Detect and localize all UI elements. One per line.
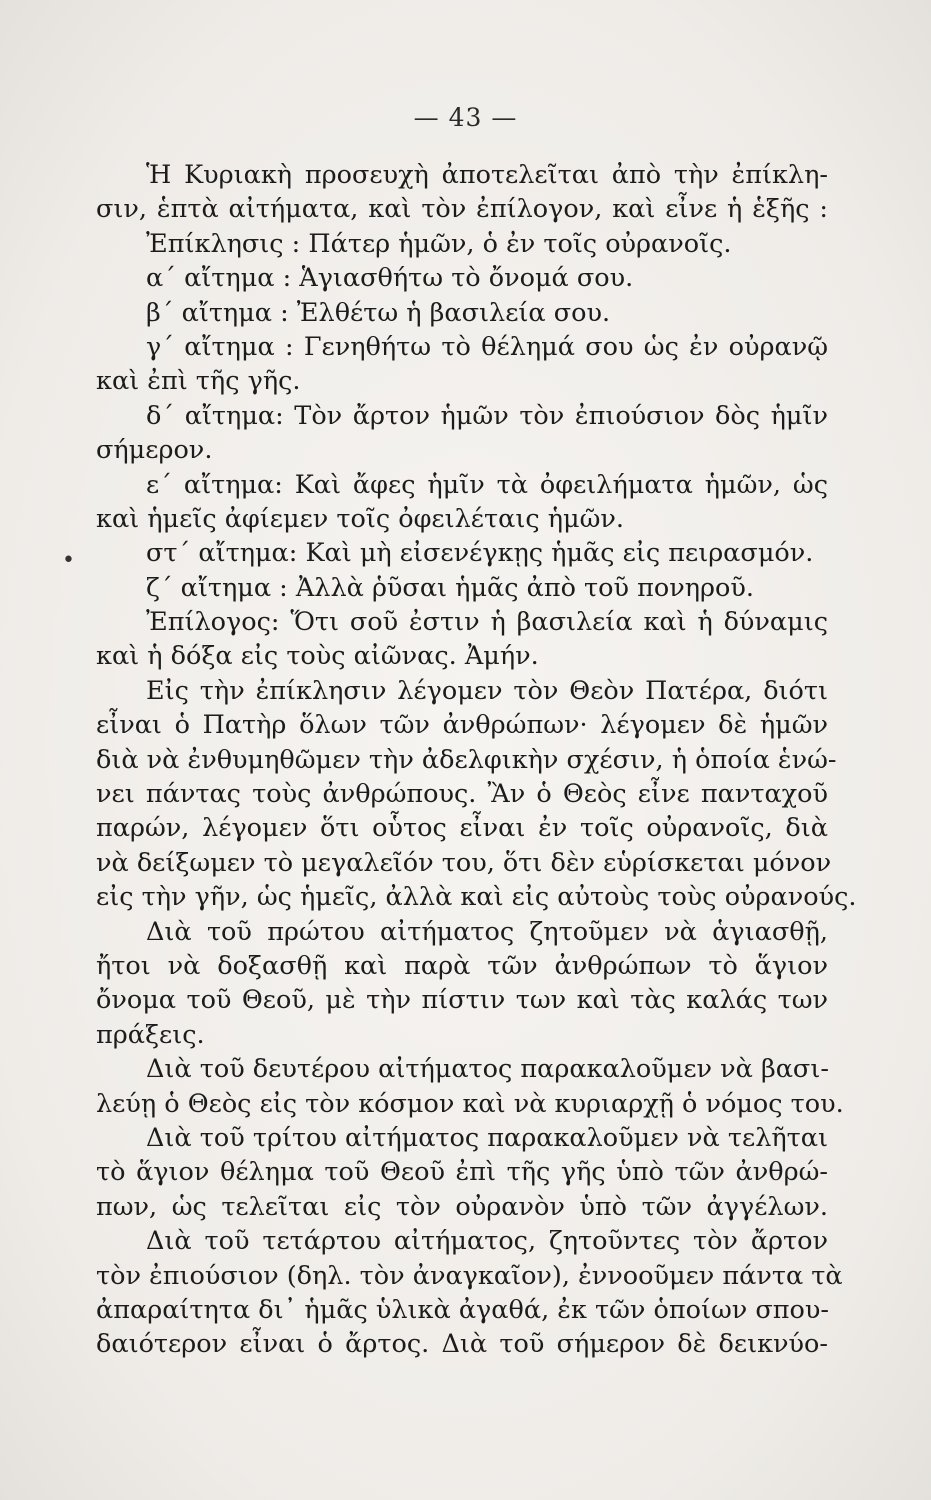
text-line: Διὰ τοῦ πρώτου αἰτήματος ζητοῦμεν νὰ ἁγιασθῇ, [146,916,828,947]
text-line: Διὰ τοῦ τετάρτου αἰτήματος, ζητοῦντες τὸν ἄρτον [146,1226,828,1257]
text-line: δ΄ αἴτημα: Τὸν ἄρτον ἡμῶν τὸν ἐπιούσιον δὸς ἡμῖν [146,400,828,431]
text-line: Διὰ τοῦ δευτέρου αἰτήματος παρακαλοῦμεν νὰ βασι- [146,1054,829,1085]
page-number: — 43 — [413,103,518,132]
margin-mark: • [62,548,75,573]
text-line: καὶ ἡμεῖς ἀφίεμεν τοῖς ὀφειλέταις ἡμῶν. [96,503,624,534]
page-text [96,158,857,1362]
text-line: ἀπαραίτητα δι᾿ ἡμᾶς ὑλικὰ ἀγαθά, ἐκ τῶν ὁποίων σπου- [96,1294,830,1325]
text-line: παρών, λέγομεν ὅτι οὗτος εἶναι ἐν τοῖς οὐρανοῖς, διὰ [96,813,828,844]
text-line: β΄ αἴτημα : Ἐλθέτω ἡ βασιλεία σου. [146,297,611,328]
text-line: γ΄ αἴτημα : Γενηθήτω τὸ θέλημά σου ὡς ἐν οὐρανῷ [146,331,828,362]
text-line: α΄ αἴτημα : Ἁγιασθήτω τὸ ὄνομά σου. [146,263,634,294]
text-line: Ἡ Κυριακὴ προσευχὴ ἀποτελεῖται ἀπὸ τὴν ἐπίκλη- [146,160,828,190]
text-line: ε΄ αἴτημα: Καὶ ἄφες ἡμῖν τὰ ὀφειλήματα ἡμῶν, ὡς [146,469,828,500]
text-line: Εἰς τὴν ἐπίκλησιν λέγομεν τὸν Θεὸν Πατέρα, διότι [146,675,828,706]
text-line: ἤτοι νὰ δοξασθῇ καὶ παρὰ τῶν ἀνθρώπων τὸ ἅγιον [96,950,828,981]
text-line: στ΄ αἴτημα: Καὶ μὴ εἰσενέγκῃς ἡμᾶς εἰς πειρασμόν. [146,538,814,569]
text-line: σιν, ἑπτὰ αἰτήματα, καὶ τὸν ἐπίλογον, καὶ εἶνε ἡ ἑξῆς : [96,194,828,225]
text-line: εἶναι ὁ Πατὴρ ὅλων τῶν ἀνθρώπων· λέγομεν δὲ ἡμῶν [96,710,828,741]
text-line: ζ΄ αἴτημα : Ἀλλὰ ῥῦσαι ἡμᾶς ἀπὸ τοῦ πονηροῦ. [146,572,754,603]
text-line: διὰ νὰ ἐνθυμηθῶμεν τὴν ἀδελφικὴν σχέσιν, ἡ ὁποία ἑνώ- [96,744,837,775]
text-line: δαιότερον εἶναι ὁ ἄρτος. Διὰ τοῦ σήμερον δὲ δεικνύο- [96,1329,828,1360]
text-line: Διὰ τοῦ τρίτου αἰτήματος παρακαλοῦμεν νὰ τελῆται [146,1122,828,1153]
text-line: εἰς τὴν γῆν, ὡς ἡμεῖς, ἀλλὰ καὶ εἰς αὐτοὺς τοὺς οὐρανούς. [96,882,857,913]
text-line: πων, ὡς τελεῖται εἰς τὸν οὐρανὸν ὑπὸ τῶν ἀγγέλων. [96,1191,828,1222]
text-line: καὶ ἡ δόξα εἰς τοὺς αἰῶνας. Ἀμήν. [96,641,539,672]
text-line: Ἐπίλογος: Ὅτι σοῦ ἐστιν ἡ βασιλεία καὶ ἡ δύναμις [146,607,828,638]
text-line: λεύῃ ὁ Θεὸς εἰς τὸν κόσμον καὶ νὰ κυριαρχῇ ὁ νόμος του. [96,1088,844,1119]
text-line: τὸ ἅγιον θέλημα τοῦ Θεοῦ ἐπὶ τῆς γῆς ὑπὸ τῶν ἀνθρώ- [96,1157,828,1188]
text-line: πράξεις. [96,1019,205,1050]
text-line: σήμερον. [96,435,213,466]
text-line: ὄνομα τοῦ Θεοῦ, μὲ τὴν πίστιν των καὶ τὰς καλάς των [96,985,828,1016]
text-line: τὸν ἐπιούσιον (δηλ. τὸν ἀναγκαῖον), ἐννοοῦμεν πάντα τὰ [96,1260,843,1291]
text-line: Ἐπίκλησις : Πάτερ ἡμῶν, ὁ ἐν τοῖς οὐρανοῖς. [146,228,732,259]
text-line: καὶ ἐπὶ τῆς γῆς. [96,366,301,397]
text-line: νὰ δείξωμεν τὸ μεγαλεῖόν του, ὅτι δὲν εὑρίσκεται μόνον [96,847,832,878]
text-line: νει πάντας τοὺς ἀνθρώπους. Ἂν ὁ Θεὸς εἶνε πανταχοῦ [96,779,828,810]
